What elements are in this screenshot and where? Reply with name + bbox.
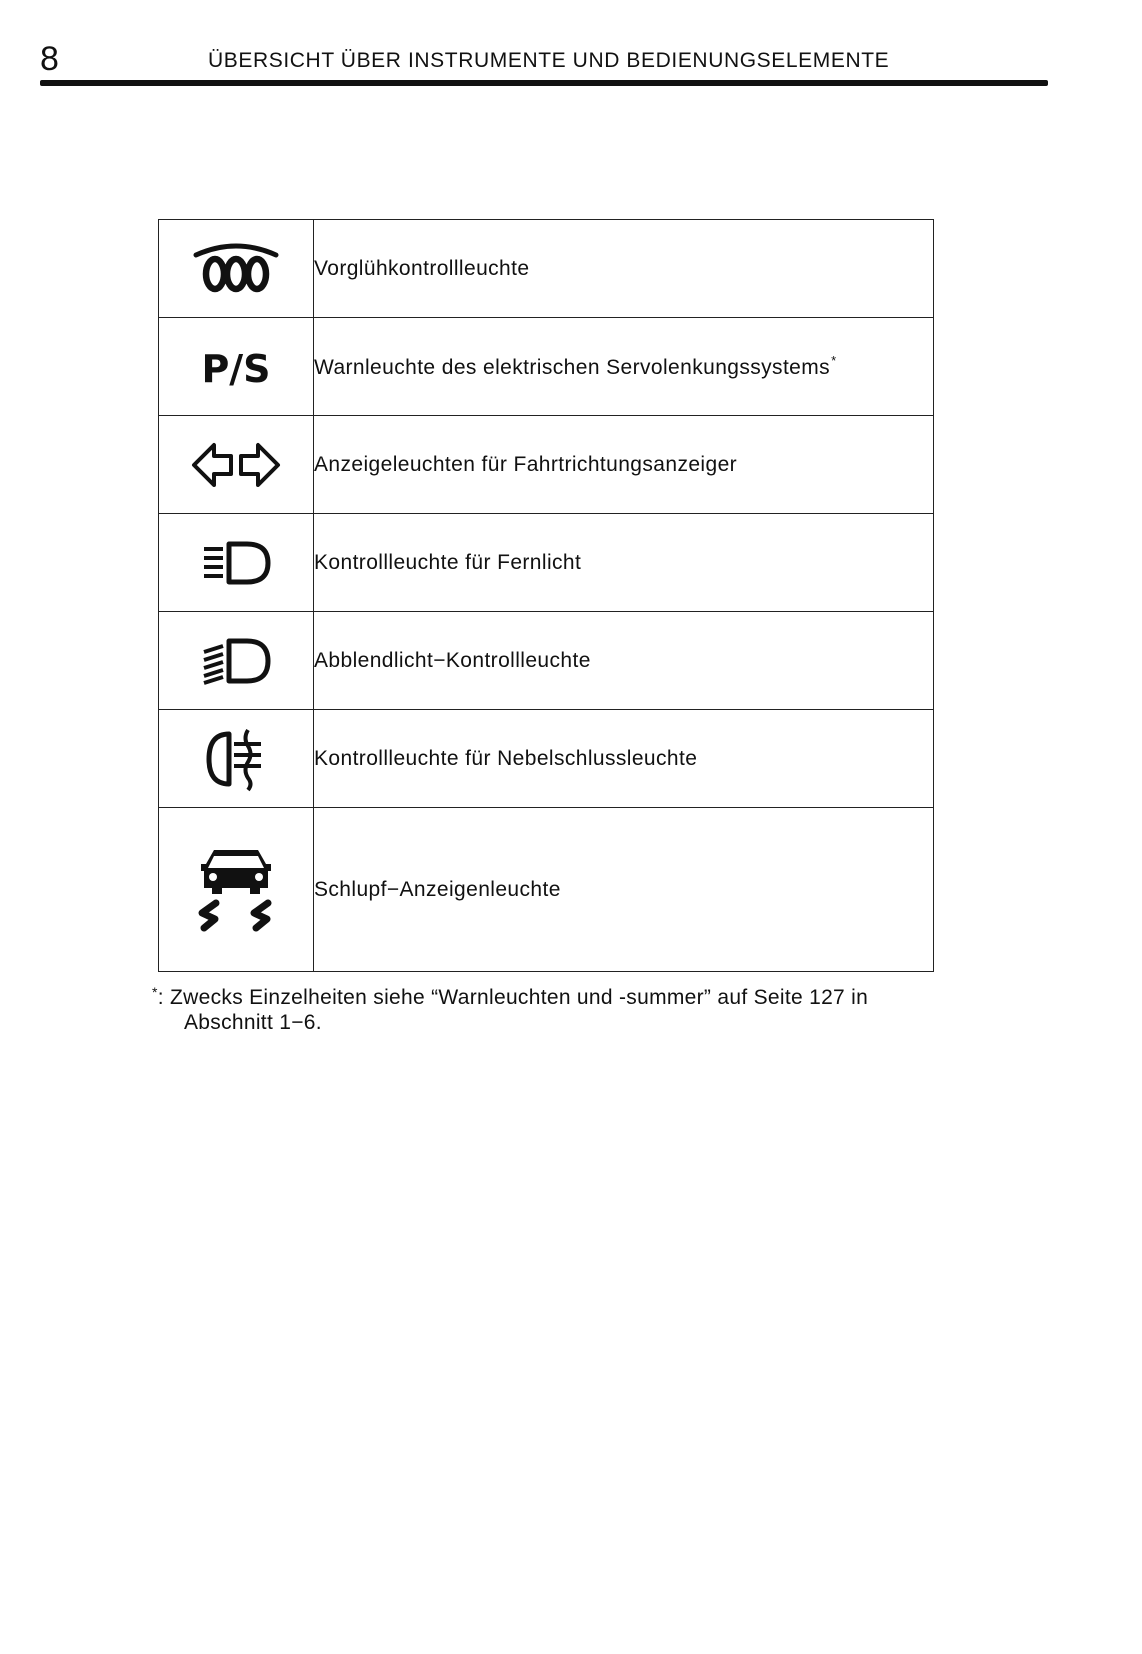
row-label: Kontrollleuchte für Nebelschlussleuchte (314, 710, 934, 808)
power-steering-icon-text: P/S (201, 346, 271, 391)
footnote-line-2: Abschnitt 1−6. (184, 1011, 322, 1035)
glow-plug-icon (191, 241, 281, 297)
table-row (159, 318, 934, 416)
row-label: Warnleuchte des elektrischen Servolenkungssystems* (314, 318, 934, 416)
row-label: Kontrollleuchte für Fernlicht (314, 514, 934, 612)
footnote-mark: * (152, 984, 158, 1000)
slip-indicator-icon (196, 844, 276, 936)
high-beam-icon (198, 540, 274, 586)
indicator-symbol-table (158, 219, 934, 972)
table-row (159, 416, 934, 514)
page-title: ÜBERSICHT ÜBER INSTRUMENTE UND BEDIENUNGSELEMENTE (208, 49, 890, 72)
table-row (159, 710, 934, 808)
table-row (159, 612, 934, 710)
turn-signal-arrows-icon (191, 440, 281, 490)
row-label: Anzeigeleuchten für Fahrtrichtungsanzeiger (314, 416, 934, 514)
rear-fog-light-icon (203, 726, 269, 792)
table-row (159, 808, 934, 972)
row-label: Vorglühkontrollleuchte (314, 220, 934, 318)
row-label: Abblendlicht−Kontrollleuchte (314, 612, 934, 710)
page-number: 8 (40, 40, 59, 78)
power-steering-icon (196, 342, 276, 392)
footnote-marker: * (831, 353, 837, 368)
row-label: Schlupf−Anzeigenleuchte (314, 808, 934, 972)
footnote-line-1: : Zwecks Einzelheiten siehe “Warnleuchten und -summer” auf Seite 127 in (157, 986, 869, 1009)
table-row (159, 220, 934, 318)
table-row (159, 514, 934, 612)
header-divider (40, 80, 1048, 86)
low-beam-icon (198, 636, 274, 686)
footnote (152, 984, 952, 1035)
